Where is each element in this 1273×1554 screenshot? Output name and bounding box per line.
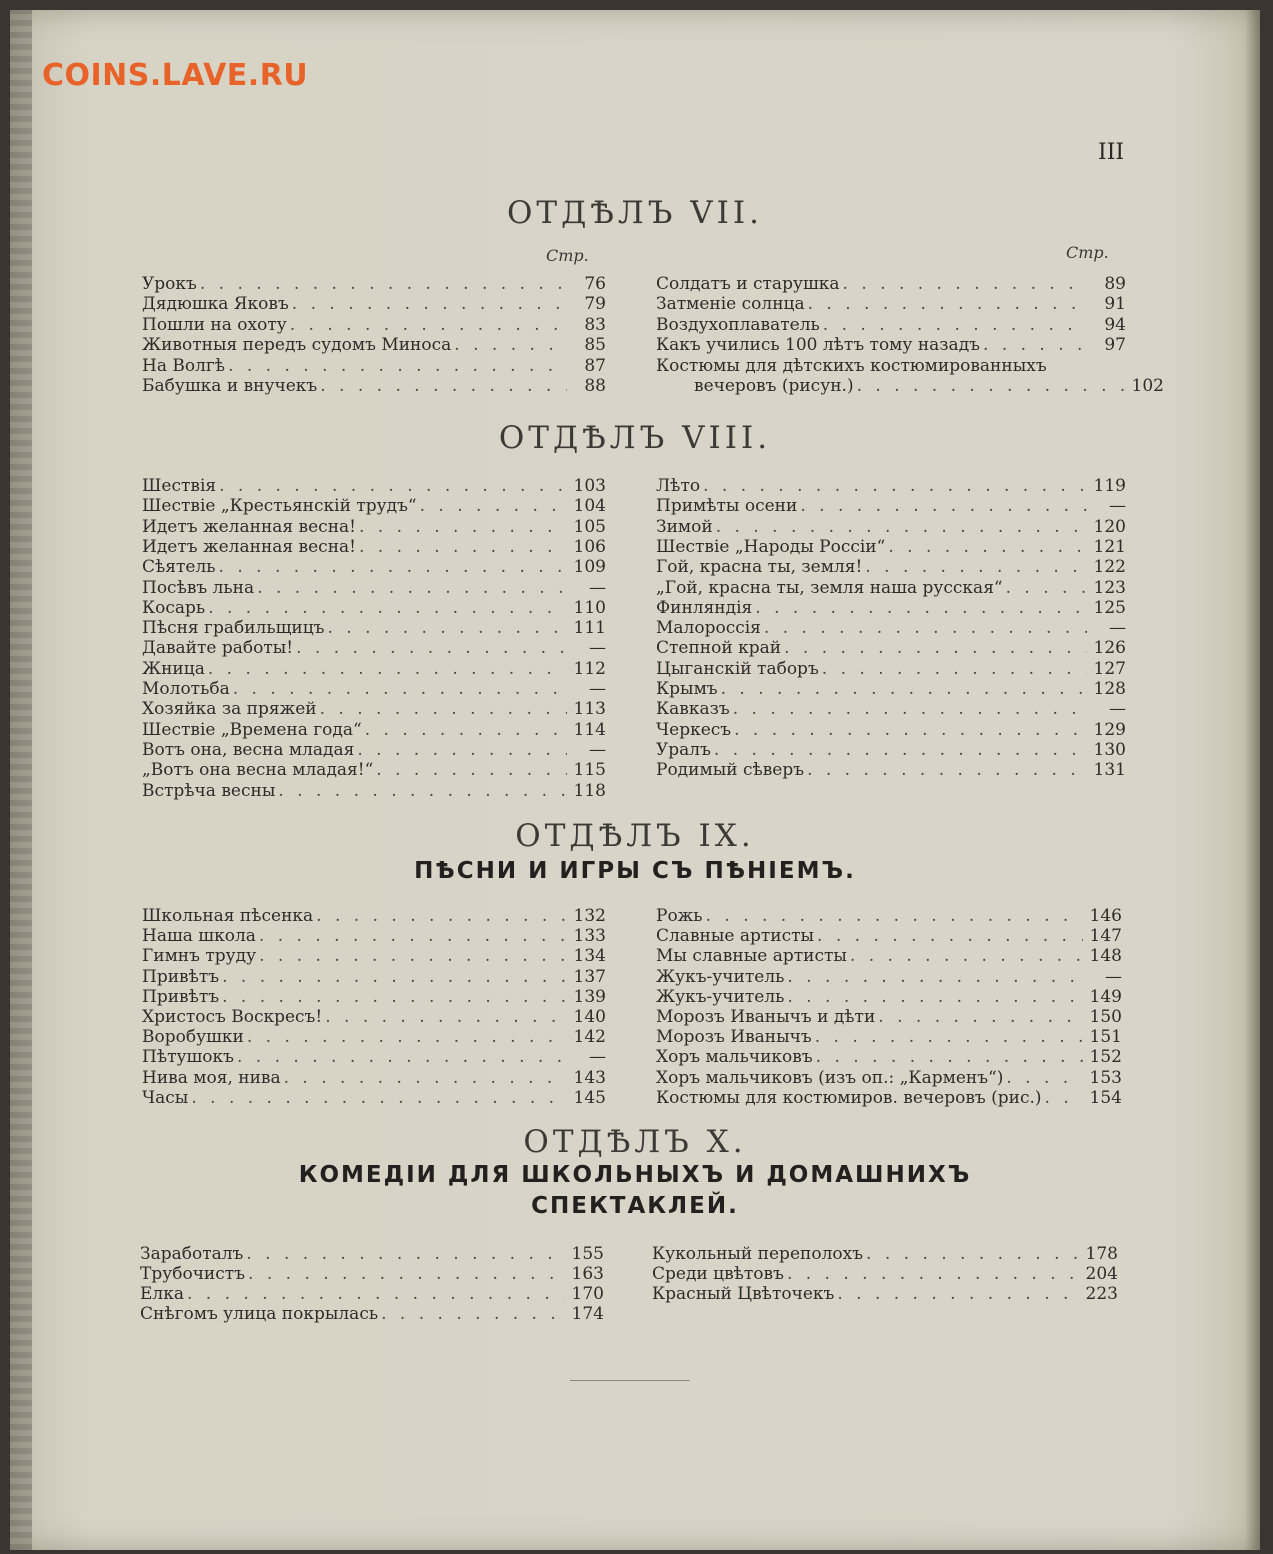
dot-leader <box>888 537 1087 557</box>
toc-entry-title: Кукольный переполохъ <box>652 1244 864 1264</box>
dot-leader <box>755 598 1087 618</box>
toc-entry-page: — <box>1109 699 1126 720</box>
dot-leader <box>357 740 567 760</box>
toc-entry-title: Зимой <box>656 516 713 537</box>
toc-entry <box>656 1068 1122 1088</box>
toc-entry-title: Встрѣча весны <box>142 780 276 801</box>
toc-entry-title: Кавказъ <box>656 699 730 720</box>
toc-entry-page: 223 <box>1085 1284 1118 1304</box>
toc-entry-page: 123 <box>1093 577 1126 598</box>
dot-leader <box>784 638 1087 658</box>
toc-entry-title: Давайте работы! <box>142 638 294 659</box>
dot-leader <box>454 335 567 355</box>
dot-leader <box>807 760 1087 780</box>
book-page <box>10 10 1260 1550</box>
toc-entry-title: Уралъ <box>656 739 711 760</box>
toc-entry <box>142 496 606 516</box>
toc-entry <box>656 987 1122 1007</box>
toc-entry <box>142 1068 606 1088</box>
toc-entry-page: 126 <box>1093 638 1126 659</box>
toc-entry <box>656 1047 1122 1067</box>
toc-entry <box>142 699 606 719</box>
toc-entry-title: Гимнъ труду <box>142 946 257 967</box>
dot-leader <box>292 294 567 314</box>
toc-entry <box>656 315 1126 335</box>
dot-leader <box>815 1027 1083 1047</box>
toc-entry-page: 142 <box>573 1027 606 1048</box>
toc-entry <box>142 335 606 355</box>
toc-entry-page: 103 <box>573 476 606 496</box>
dot-leader <box>787 1264 1079 1284</box>
dot-leader <box>816 1047 1083 1067</box>
dot-leader <box>764 618 1087 638</box>
section-8-heading: ОТДѢЛЪ VIII. <box>498 420 772 456</box>
toc-entry <box>142 517 606 537</box>
toc-entry-title: Воздухоплаватель <box>656 314 820 335</box>
dot-leader <box>1045 1088 1083 1108</box>
toc-entry-page: 83 <box>584 314 606 335</box>
toc-entry <box>142 781 606 801</box>
toc-entry-page: 134 <box>573 946 606 967</box>
dot-leader <box>316 906 567 926</box>
dot-leader <box>787 987 1083 1007</box>
toc-entry-title: Бабушка и внучекъ <box>142 376 318 396</box>
toc-entry-title: Привѣтъ <box>142 966 220 987</box>
dot-leader <box>228 356 567 376</box>
dot-leader <box>246 1244 565 1264</box>
toc-entry <box>656 699 1126 719</box>
toc-entry-title: Школьная пѣсенка <box>142 906 314 926</box>
toc-entry-title: Затменіе солнца <box>656 294 805 315</box>
toc-entry <box>142 906 606 926</box>
toc-entry-page: 170 <box>571 1284 604 1304</box>
toc-entry-page: 128 <box>1093 679 1126 699</box>
toc-entry-title: Шествіе „Крестьянскій трудъ“ <box>142 496 417 517</box>
dot-leader <box>359 517 567 537</box>
toc-entry-title: Черкесъ <box>656 719 732 740</box>
toc-entry-page: 87 <box>584 355 606 376</box>
toc-entry-page: 111 <box>573 618 606 639</box>
toc-entry-page: 113 <box>573 699 606 720</box>
toc-entry-page: 133 <box>573 926 606 947</box>
dot-leader <box>284 1068 567 1088</box>
toc-entry-title: Наша школа <box>142 926 256 947</box>
dot-leader <box>222 987 567 1007</box>
toc-entry <box>656 356 1126 376</box>
dot-leader <box>716 517 1087 537</box>
toc-entry-page: 146 <box>1089 906 1122 926</box>
toc-entry-title: Красный Цвѣточекъ <box>652 1284 835 1304</box>
dot-leader <box>187 1284 565 1304</box>
page-column-label-left: Стр. <box>546 246 589 265</box>
toc-entry-title: Малороссія <box>656 618 761 639</box>
toc-entry-page: — <box>1109 618 1126 639</box>
toc-entry-title: Мы славные артисты <box>656 946 847 967</box>
page-column-label-right: Стр. <box>1066 243 1109 262</box>
toc-entry-page: — <box>589 1047 606 1068</box>
dot-leader <box>787 967 1083 987</box>
dot-leader <box>320 699 567 719</box>
toc-entry-page: 145 <box>573 1087 606 1108</box>
toc-entry-title: „Гой, красна ты, земля наша русская“ <box>656 577 1003 598</box>
dot-leader <box>233 679 567 699</box>
toc-entry <box>142 294 606 314</box>
toc-entry-title: Крымъ <box>656 679 718 699</box>
section-7-heading: ОТДѢЛЪ VII. <box>507 195 763 231</box>
toc-entry-title: Елка <box>140 1284 184 1304</box>
dot-leader <box>365 720 567 740</box>
toc-entry-title: вечеровъ (рисун.) <box>694 376 854 396</box>
toc-entry-page: 174 <box>571 1304 604 1324</box>
dot-leader <box>248 1264 565 1284</box>
toc-entry-page: 88 <box>584 376 606 396</box>
toc-entry-page: 143 <box>573 1067 606 1088</box>
dot-leader <box>837 1284 1079 1304</box>
toc-entry <box>652 1244 1118 1264</box>
dot-leader <box>1006 1068 1083 1088</box>
toc-entry-title: Шествіе „Времена года“ <box>142 719 362 740</box>
toc-entry-title: Какъ учились 100 лѣтъ тому назадъ <box>656 335 980 356</box>
toc-entry-page: 152 <box>1089 1047 1122 1068</box>
toc-entry-page: 119 <box>1093 476 1126 496</box>
dot-leader <box>219 557 567 577</box>
toc-entry <box>656 946 1122 966</box>
toc-entry-page: — <box>1109 496 1126 517</box>
dot-leader <box>850 946 1083 966</box>
toc-entry-page: 148 <box>1089 946 1122 967</box>
toc-entry <box>656 1007 1122 1027</box>
toc-entry-title: Пѣсня грабильщицъ <box>142 618 325 639</box>
toc-entry <box>142 1047 606 1067</box>
toc-entry-page: 115 <box>573 760 606 781</box>
toc-entry-title: Животныя передъ судомъ Миноса <box>142 335 452 356</box>
toc-entry-title: Финляндія <box>656 597 753 618</box>
toc-entry-page: 109 <box>573 557 606 578</box>
dot-leader <box>808 294 1087 314</box>
toc-entry-page: 122 <box>1093 557 1126 578</box>
toc-entry-page: 102 <box>1131 376 1164 396</box>
toc-entry <box>656 274 1126 294</box>
dot-leader <box>219 476 567 496</box>
dot-leader <box>320 376 567 396</box>
toc-entry <box>656 476 1126 496</box>
dot-leader <box>857 376 1125 396</box>
toc-entry-title: Цыганскій таборъ <box>656 658 819 679</box>
toc-entry <box>656 967 1122 987</box>
dot-leader <box>325 1007 567 1027</box>
toc-entry <box>142 476 606 496</box>
toc-entry <box>142 740 606 760</box>
toc-entry-title: Пѣтушокъ <box>142 1047 234 1068</box>
dot-leader <box>714 740 1087 760</box>
toc-entry <box>656 578 1126 598</box>
toc-entry <box>142 659 606 679</box>
toc-entry-page: 129 <box>1093 719 1126 740</box>
toc-entry-page: — <box>589 739 606 760</box>
toc-entry-title: Хозяйка за пряжей <box>142 699 317 720</box>
dot-leader <box>866 1244 1079 1264</box>
dot-leader <box>703 476 1087 496</box>
section-10-subheading-line2: СПЕКТАКЛЕЙ. <box>531 1193 739 1219</box>
toc-entry-title: Шествія <box>142 476 217 496</box>
toc-entry-title: Хоръ мальчиковъ <box>656 1047 813 1068</box>
toc-entry-title: Молотьба <box>142 679 230 699</box>
toc-entry <box>656 659 1126 679</box>
toc-entry <box>652 1284 1118 1304</box>
toc-entry-page: 149 <box>1089 986 1122 1007</box>
dot-leader <box>208 598 567 618</box>
toc-entry-title: Жукъ-учитель <box>656 966 785 987</box>
toc-entry-title: Рожь <box>656 906 703 926</box>
toc-entry <box>142 598 606 618</box>
toc-entry-page: 139 <box>573 986 606 1007</box>
toc-entry <box>656 496 1126 516</box>
toc-entry <box>142 1027 606 1047</box>
toc-entry-title: Морозъ Иванычъ и дѣти <box>656 1007 876 1027</box>
toc-entry-page: 140 <box>573 1007 606 1027</box>
toc-entry <box>142 274 606 294</box>
toc-entry <box>142 578 606 598</box>
toc-entry-page: 151 <box>1089 1027 1122 1048</box>
toc-entry-title: Привѣтъ <box>142 986 220 1007</box>
toc-entry-page: 130 <box>1093 739 1126 760</box>
toc-entry <box>656 679 1126 699</box>
dot-leader <box>734 720 1087 740</box>
toc-entry-page: 137 <box>573 966 606 987</box>
dot-leader <box>327 618 567 638</box>
toc-entry-title: Жница <box>142 658 205 679</box>
toc-entry <box>140 1284 604 1304</box>
dot-leader <box>257 578 567 598</box>
section-9-heading: ОТДѢЛЪ IX. <box>515 818 755 854</box>
toc-entry <box>656 598 1126 618</box>
toc-entry-title: Жукъ-учитель <box>656 986 785 1007</box>
toc-entry-title: Степной край <box>656 638 782 659</box>
toc-entry <box>142 638 606 658</box>
toc-entry-page: 97 <box>1104 335 1126 356</box>
dot-leader <box>823 315 1087 335</box>
toc-entry-page: 150 <box>1089 1007 1122 1027</box>
toc-entry <box>656 557 1126 577</box>
toc-entry-page: 79 <box>584 294 606 315</box>
end-rule <box>570 1380 690 1381</box>
toc-entry-title: Воробушки <box>142 1027 244 1048</box>
toc-entry <box>142 760 606 780</box>
toc-entry <box>656 720 1126 740</box>
toc-entry <box>656 335 1126 355</box>
toc-entry-page: 204 <box>1085 1264 1118 1284</box>
toc-entry-title: Снѣгомъ улица покрылась <box>140 1304 379 1324</box>
section-10-heading: ОТДѢЛЪ X. <box>523 1124 747 1160</box>
dot-leader <box>817 926 1083 946</box>
dot-leader <box>376 760 567 780</box>
toc-entry <box>142 356 606 376</box>
toc-entry <box>656 618 1126 638</box>
dot-leader <box>878 1007 1083 1027</box>
toc-entry <box>142 376 606 396</box>
toc-entry <box>656 517 1126 537</box>
toc-entry-page: 105 <box>573 516 606 537</box>
dot-leader <box>733 699 1087 719</box>
dot-leader <box>420 496 567 516</box>
toc-entry-page: 131 <box>1093 760 1126 781</box>
dot-leader <box>247 1027 567 1047</box>
toc-entry-page: — <box>589 638 606 659</box>
toc-entry <box>142 315 606 335</box>
toc-entry-title: Сѣятель <box>142 557 216 578</box>
toc-entry-title: Урокъ <box>142 274 197 294</box>
toc-entry-page: — <box>589 577 606 598</box>
toc-entry-page: 85 <box>584 335 606 356</box>
dot-leader <box>822 659 1087 679</box>
toc-entry <box>142 946 606 966</box>
toc-entry <box>656 760 1126 780</box>
toc-entry-page: — <box>1105 966 1122 987</box>
toc-entry-page: 155 <box>571 1244 604 1264</box>
toc-entry-page: 110 <box>573 597 606 618</box>
toc-entry <box>142 926 606 946</box>
watermark: COINS.LAVE.RU <box>42 58 309 93</box>
toc-entry-title: Косарь <box>142 597 206 618</box>
dot-leader <box>706 906 1083 926</box>
toc-entry-title: Заработалъ <box>140 1244 244 1264</box>
dot-leader <box>290 315 567 335</box>
toc-entry-page: 91 <box>1104 294 1126 315</box>
toc-entry-page: 118 <box>573 780 606 801</box>
dot-leader <box>1006 578 1087 598</box>
toc-entry-page: — <box>589 679 606 699</box>
dot-leader <box>381 1304 565 1324</box>
toc-entry-title: Трубочистъ <box>140 1264 246 1284</box>
page-number: III <box>1098 140 1125 165</box>
toc-entry-title: Гой, красна ты, земля! <box>656 557 863 578</box>
section-9-subheading: ПѢСНИ И ИГРЫ СЪ ПѢНІЕМЪ. <box>414 858 856 884</box>
toc-entry <box>142 1088 606 1108</box>
toc-entry-title: Лѣто <box>656 476 701 496</box>
toc-entry-title: Идетъ желанная весна! <box>142 536 356 557</box>
toc-entry-title: Христосъ Воскресъ! <box>142 1007 323 1027</box>
dot-leader <box>259 946 567 966</box>
toc-entry <box>142 679 606 699</box>
dot-leader <box>296 638 567 658</box>
toc-entry-page: 112 <box>573 658 606 679</box>
toc-entry-page: 127 <box>1093 658 1126 679</box>
toc-entry <box>142 537 606 557</box>
dot-leader <box>222 967 567 987</box>
toc-entry-title: Шествіе „Народы Россіи“ <box>656 536 886 557</box>
toc-entry <box>656 638 1126 658</box>
toc-entry <box>656 740 1126 760</box>
toc-entry-page: 76 <box>584 274 606 294</box>
toc-entry-title: Славные артисты <box>656 926 815 947</box>
toc-entry-title: Часы <box>142 1087 189 1108</box>
toc-entry-page: 147 <box>1089 926 1122 947</box>
book-spine <box>10 10 32 1550</box>
toc-entry-page: 114 <box>573 719 606 740</box>
dot-leader <box>208 659 567 679</box>
toc-entry-title: Нива моя, нива <box>142 1067 281 1088</box>
toc-entry-page: 132 <box>573 906 606 926</box>
toc-entry <box>656 1027 1122 1047</box>
toc-entry-title: Солдатъ и старушка <box>656 274 840 294</box>
toc-entry <box>656 906 1122 926</box>
toc-entry <box>656 294 1126 314</box>
dot-leader <box>278 781 567 801</box>
toc-entry-title: Морозъ Иванычъ <box>656 1027 812 1048</box>
dot-leader <box>191 1088 567 1108</box>
toc-entry <box>656 376 1164 396</box>
toc-entry-title: Идетъ желанная весна! <box>142 516 356 537</box>
toc-entry <box>652 1264 1118 1284</box>
toc-entry-title: Посѣвъ льна <box>142 577 255 598</box>
toc-entry-page: 89 <box>1104 274 1126 294</box>
dot-leader <box>721 679 1087 699</box>
toc-entry <box>140 1244 604 1264</box>
toc-entry-page: 154 <box>1089 1087 1122 1108</box>
toc-entry <box>142 987 606 1007</box>
toc-entry-title: Костюмы для костюмиров. вечеровъ (рис.) <box>656 1087 1042 1108</box>
toc-entry <box>656 537 1126 557</box>
dot-leader <box>983 335 1087 355</box>
dot-leader <box>200 274 567 294</box>
toc-entry-title: Вотъ она, весна младая <box>142 739 355 760</box>
toc-entry-page: 121 <box>1093 536 1126 557</box>
toc-entry-page: 120 <box>1093 516 1126 537</box>
toc-entry-title: Костюмы для дѣтскихъ костюмированныхъ <box>656 355 1047 376</box>
toc-entry-page: 163 <box>571 1264 604 1284</box>
toc-entry <box>140 1264 604 1284</box>
toc-entry-title: Среди цвѣтовъ <box>652 1264 784 1284</box>
toc-entry <box>142 720 606 740</box>
toc-entry-title: Хоръ мальчиковъ (изъ оп.: „Карменъ“) <box>656 1067 1004 1088</box>
toc-entry <box>656 926 1122 946</box>
dot-leader <box>843 274 1087 294</box>
dot-leader <box>800 496 1087 516</box>
toc-entry <box>142 1007 606 1027</box>
dot-leader <box>259 926 567 946</box>
toc-entry-title: Примѣты осени <box>656 496 798 517</box>
toc-entry <box>142 618 606 638</box>
toc-entry-page: 104 <box>573 496 606 517</box>
dot-leader <box>237 1047 567 1067</box>
section-10-subheading-line1: КОМЕДІИ ДЛЯ ШКОЛЬНЫХЪ И ДОМАШНИХЪ <box>298 1162 972 1188</box>
toc-entry-title: Дядюшка Яковъ <box>142 294 289 315</box>
toc-entry <box>142 967 606 987</box>
toc-entry <box>656 1088 1122 1108</box>
toc-entry-page: 106 <box>573 536 606 557</box>
toc-entry <box>140 1304 604 1324</box>
toc-entry-title: Родимый сѣверъ <box>656 760 805 781</box>
dot-leader <box>865 557 1087 577</box>
toc-entry-page: 178 <box>1085 1244 1118 1264</box>
toc-entry <box>142 557 606 577</box>
dot-leader <box>359 537 567 557</box>
toc-entry-page: 94 <box>1104 314 1126 335</box>
toc-entry-title: Пошли на охоту <box>142 314 287 335</box>
toc-entry-page: 125 <box>1093 597 1126 618</box>
toc-entry-title: На Волгѣ <box>142 355 226 376</box>
toc-entry-page: 153 <box>1089 1067 1122 1088</box>
toc-entry-title: „Вотъ она весна младая!“ <box>142 760 374 781</box>
